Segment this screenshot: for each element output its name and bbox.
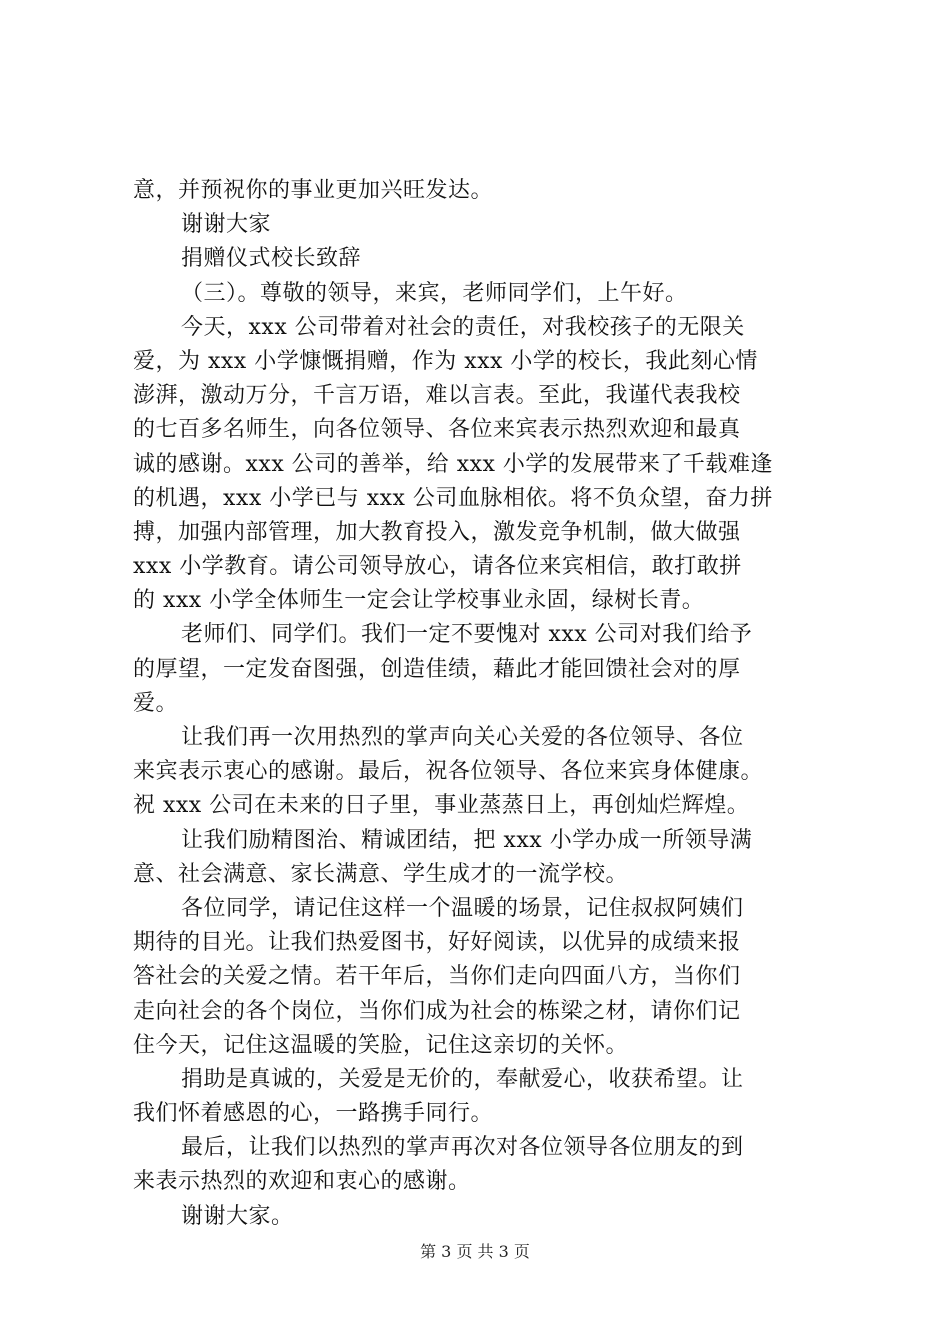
text-line: 各位同学，请记住这样一个温暖的场景，记住叔叔阿姨们 [181, 895, 744, 921]
text-line: 的七百多名师生，向各位领导、各位来宾表示热烈欢迎和最真 [133, 417, 741, 443]
text-line: 的厚望，一定发奋图强，创造佳绩，藉此才能回馈社会对的厚 [133, 656, 741, 682]
text-line: 捐助是真诚的，关爱是无价的，奉献爱心，收获希望。让 [181, 1066, 744, 1092]
text-line: 谢谢大家 [181, 212, 272, 238]
text-line: （三）。尊敬的领导，来宾，老师同学们，上午好。 [181, 280, 688, 306]
text-line: 老师们、同学们。我们一定不要愧对 xxx 公司对我们给予 [181, 622, 753, 648]
text-line: 搏，加强内部管理，加大教育投入，激发竞争机制，做大做强 [133, 519, 741, 545]
text-line: 走向社会的各个岗位，当你们成为社会的栋梁之材，请你们记 [133, 998, 741, 1024]
text-line: 爱。 [133, 690, 179, 716]
text-line: 祝 xxx 公司在未来的日子里，事业蒸蒸日上，再创灿烂辉煌。 [133, 793, 750, 819]
text-line: 的机遇，xxx 小学已与 xxx 公司血脉相依。将不负众望，奋力拼 [133, 485, 773, 511]
text-line: 住今天，记住这温暖的笑脸，记住这亲切的关怀。 [133, 1032, 629, 1058]
text-line: 澎湃，激动万分，千言万语，难以言表。至此，我谨代表我校 [133, 383, 741, 409]
text-line: 意，并预祝你的事业更加兴旺发达。 [133, 178, 494, 203]
text-line: 谢谢大家。 [181, 1203, 294, 1229]
text-line: 今天，xxx 公司带着对社会的责任，对我校孩子的无限关 [181, 314, 745, 340]
text-line: 捐赠仪式校长致辞 [181, 246, 362, 272]
text-line: 期待的目光。让我们热爱图书，好好阅读，以优异的成绩来报 [133, 930, 741, 956]
text-line: 让我们再一次用热烈的掌声向关心关爱的各位领导、各位 [181, 725, 744, 750]
text-line: 我们怀着感恩的心，一路携手同行。 [133, 1101, 494, 1127]
text-line: 诚的感谢。xxx 公司的善举，给 xxx 小学的发展带来了千载难逢 [133, 451, 773, 477]
text-line: 爱，为 xxx 小学慷慨捐赠，作为 xxx 小学的校长，我此刻心情 [133, 348, 758, 374]
page-footer: 第 3 页 共 3 页 [420, 1242, 530, 1261]
text-line: 最后，让我们以热烈的掌声再次对各位领导各位朋友的到 [181, 1135, 744, 1161]
text-line: 让我们励精图治、精诚团结，把 xxx 小学办成一所领导满 [181, 827, 753, 853]
text-line: 的 xxx 小学全体师生一定会让学校事业永固，绿树长青。 [133, 588, 705, 614]
text-line: 来宾表示衷心的感谢。最后，祝各位领导、各位来宾身体健康。 [133, 759, 764, 785]
text-line: 答社会的关爱之情。若干年后，当你们走向四面八方，当你们 [133, 964, 741, 990]
document-body [133, 174, 845, 1234]
text-line: 来表示热烈的欢迎和衷心的感谢。 [133, 1169, 471, 1195]
text-line: xxx 小学教育。请公司领导放心，请各位来宾相信，敢打敢拼 [133, 554, 742, 580]
text-line: 意、社会满意、家长满意、学生成才的一流学校。 [133, 861, 629, 887]
